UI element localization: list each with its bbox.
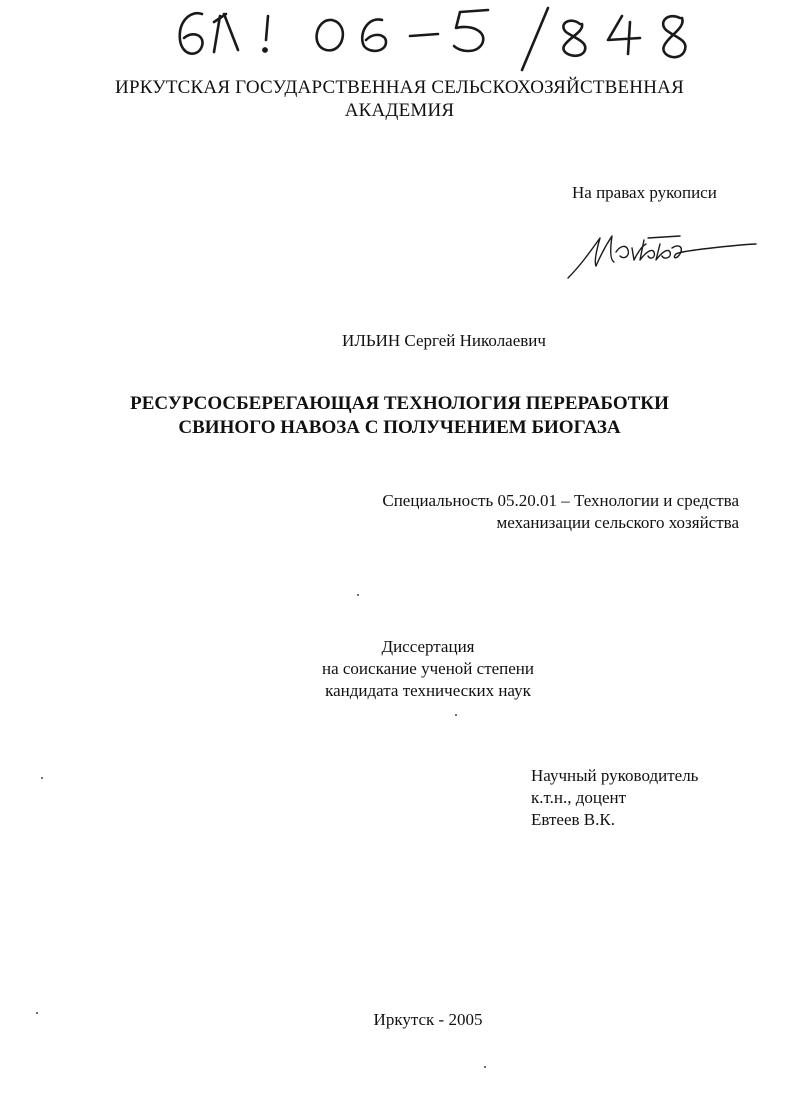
handwritten-catalog-code: [150, 0, 710, 72]
scan-speck: [41, 777, 43, 779]
institution-line-1: ИРКУТСКАЯ ГОСУДАРСТВЕННАЯ СЕЛЬСКОХОЗЯЙСТВЕННАЯ: [115, 77, 684, 98]
title-line-2: СВИНОГО НАВОЗА С ПОЛУЧЕНИЕМ БИОГАЗА: [178, 417, 621, 438]
scan-speck: [484, 1066, 486, 1068]
author-name: ИЛЬИН Сергей Николаевич: [342, 331, 546, 350]
dissertation-line-3: кандидата технических наук: [325, 681, 531, 700]
specialty-line-2: механизации сельского хозяйства: [496, 513, 739, 532]
dissertation-title: [0, 392, 799, 440]
dissertation-line-1: Диссертация: [381, 637, 475, 656]
scan-speck: [455, 714, 457, 716]
supervisor-degree: к.т.н., доцент: [531, 788, 627, 807]
supervisor-role: Научный руководитель: [531, 766, 699, 785]
dissertation-line-2: на соискание ученой степени: [321, 659, 535, 678]
scan-speck: [36, 1012, 38, 1014]
scan-speck: [357, 594, 359, 596]
supervisor-name: Евтеев В.К.: [531, 810, 615, 829]
title-line-1: РЕСУРСОСБЕРЕГАЮЩАЯ ТЕХНОЛОГИЯ ПЕРЕРАБОТКИ: [130, 393, 669, 414]
specialty-block: [382, 490, 739, 534]
supervisor-block: [531, 765, 698, 831]
author-signature: [560, 222, 760, 284]
dissertation-type-block: [0, 636, 799, 702]
manuscript-note: На правах рукописи: [572, 183, 717, 202]
city-year: Иркутск - 2005: [373, 1010, 483, 1029]
institution-line-2: АКАДЕМИЯ: [344, 100, 455, 121]
specialty-line-1: Специальность 05.20.01 – Технологии и средства: [382, 491, 739, 510]
institution-name: [0, 76, 799, 122]
